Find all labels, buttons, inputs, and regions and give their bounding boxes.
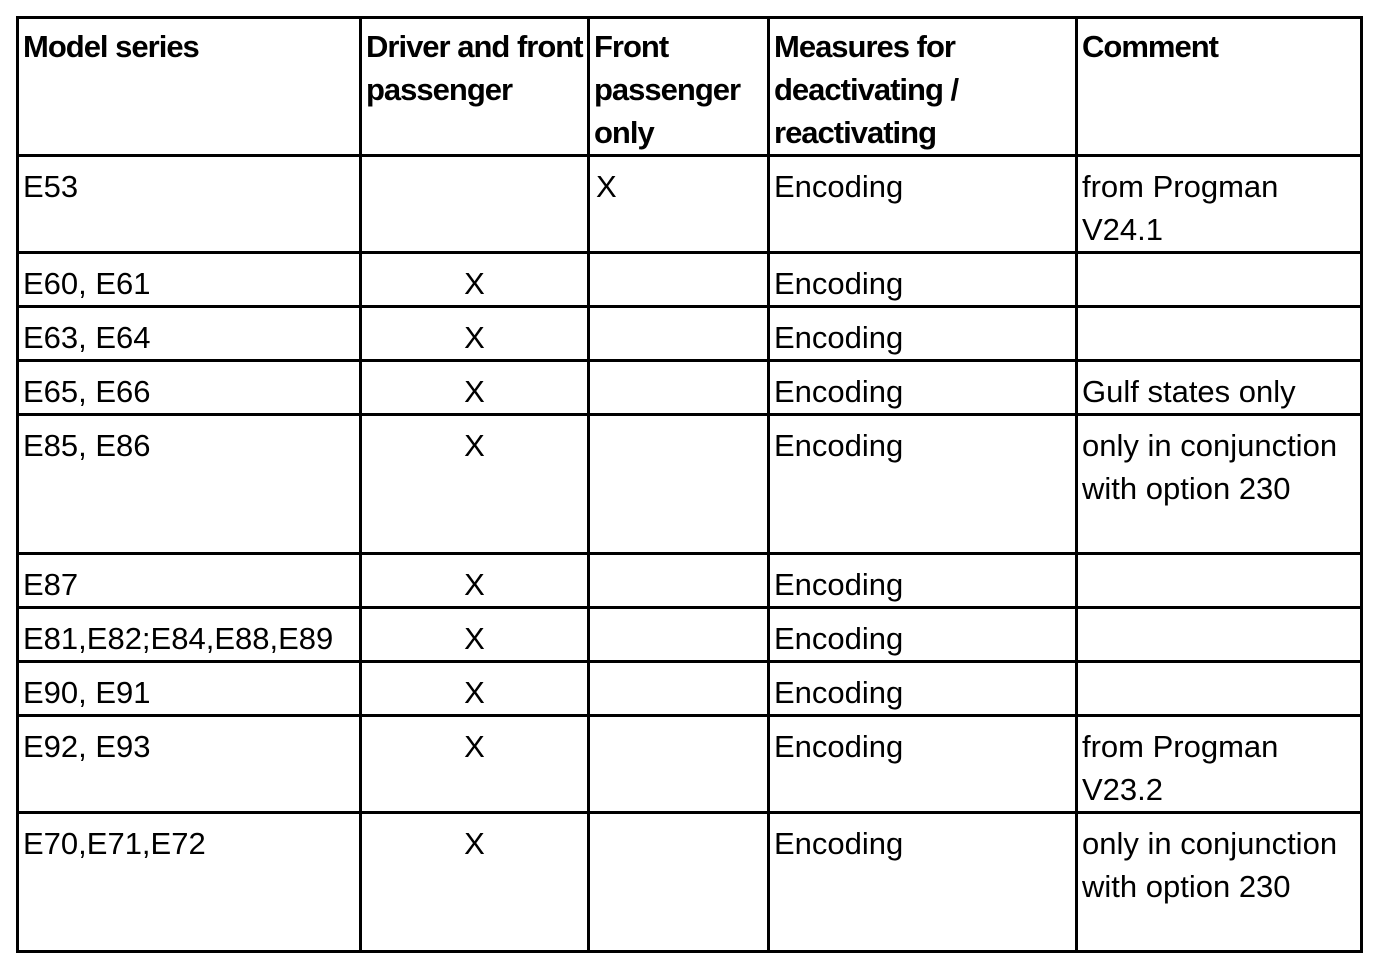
- table-row: [18, 608, 1362, 662]
- front-only-cell: [589, 813, 769, 952]
- measures-cell: Encoding: [769, 307, 1077, 361]
- measures-cell: Encoding: [769, 253, 1077, 307]
- header-comment: Comment: [1077, 18, 1362, 156]
- model-cell: E85, E86: [18, 415, 361, 554]
- measures-cell: Encoding: [769, 813, 1077, 952]
- comment-cell: [1077, 554, 1362, 608]
- measures-cell: Encoding: [769, 156, 1077, 253]
- driver-front-cell: X: [361, 716, 589, 813]
- comment-cell: [1077, 662, 1362, 716]
- driver-front-cell: X: [361, 608, 589, 662]
- table-row: [18, 361, 1362, 415]
- table-row: [18, 307, 1362, 361]
- front-only-cell: [589, 361, 769, 415]
- model-cell: E60, E61: [18, 253, 361, 307]
- measures-cell: Encoding: [769, 361, 1077, 415]
- measures-cell: Encoding: [769, 554, 1077, 608]
- table-row: [18, 662, 1362, 716]
- comment-cell: [1077, 608, 1362, 662]
- measures-cell: Encoding: [769, 662, 1077, 716]
- measures-cell: Encoding: [769, 716, 1077, 813]
- table-row: [18, 813, 1362, 952]
- driver-front-cell: X: [361, 253, 589, 307]
- table-row: [18, 415, 1362, 554]
- header-model-series: Model series: [18, 18, 361, 156]
- comment-cell: [1077, 307, 1362, 361]
- driver-front-cell: X: [361, 415, 589, 554]
- comment-cell: from Progman V24.1: [1077, 156, 1362, 253]
- driver-front-cell: X: [361, 554, 589, 608]
- table-header-row: [18, 18, 1362, 156]
- front-only-cell: [589, 716, 769, 813]
- front-only-cell: [589, 307, 769, 361]
- header-driver-and-front-passenger: Driver and front passenger: [361, 18, 589, 156]
- model-series-table: [16, 16, 1363, 953]
- front-only-cell: [589, 253, 769, 307]
- comment-cell: from Progman V23.2: [1077, 716, 1362, 813]
- model-cell: E53: [18, 156, 361, 253]
- driver-front-cell: X: [361, 307, 589, 361]
- table-row: [18, 554, 1362, 608]
- table-row: [18, 716, 1362, 813]
- driver-front-cell: X: [361, 813, 589, 952]
- driver-front-cell: X: [361, 361, 589, 415]
- table-row: [18, 156, 1362, 253]
- model-cell: E65, E66: [18, 361, 361, 415]
- table-row: [18, 253, 1362, 307]
- front-only-cell: X: [589, 156, 769, 253]
- header-front-passenger-only: Front passenger only: [589, 18, 769, 156]
- comment-cell: only in conjunction with option 230: [1077, 415, 1362, 554]
- comment-cell: Gulf states only: [1077, 361, 1362, 415]
- model-cell: E81,E82;E84,E88,E89: [18, 608, 361, 662]
- front-only-cell: [589, 608, 769, 662]
- front-only-cell: [589, 554, 769, 608]
- model-cell: E90, E91: [18, 662, 361, 716]
- model-cell: E87: [18, 554, 361, 608]
- driver-front-cell: [361, 156, 589, 253]
- measures-cell: Encoding: [769, 608, 1077, 662]
- model-cell: E70,E71,E72: [18, 813, 361, 952]
- comment-cell: only in conjunction with option 230: [1077, 813, 1362, 952]
- measures-cell: Encoding: [769, 415, 1077, 554]
- model-cell: E63, E64: [18, 307, 361, 361]
- model-cell: E92, E93: [18, 716, 361, 813]
- driver-front-cell: X: [361, 662, 589, 716]
- comment-cell: [1077, 253, 1362, 307]
- front-only-cell: [589, 662, 769, 716]
- front-only-cell: [589, 415, 769, 554]
- header-measures: Measures for deactivating / reactivating: [769, 18, 1077, 156]
